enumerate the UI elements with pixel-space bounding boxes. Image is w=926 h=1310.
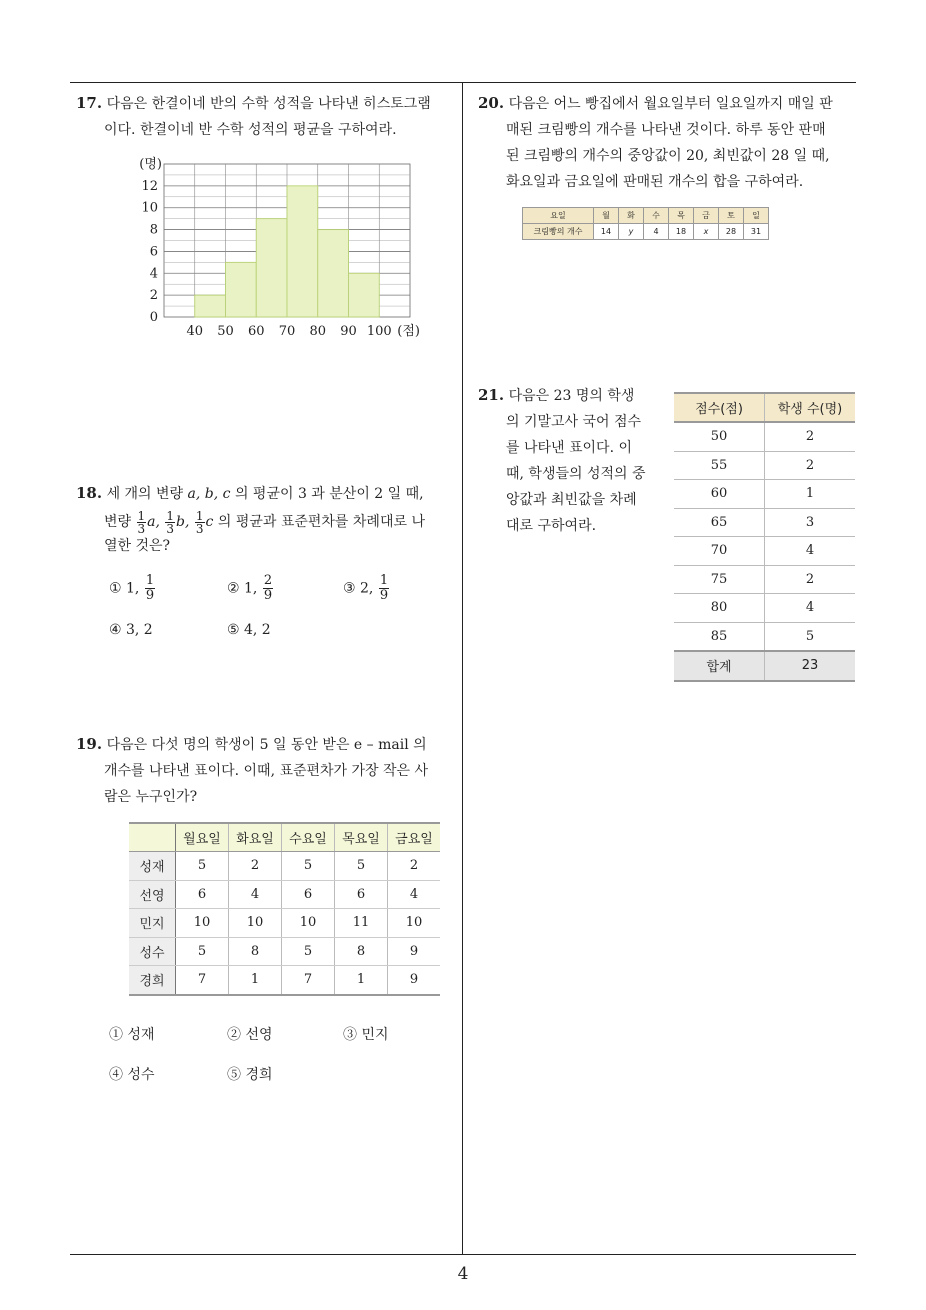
table-header: 월요일 — [176, 823, 229, 852]
table-header: 월 — [594, 208, 619, 224]
table-header-row — [523, 208, 769, 224]
table-header: 화요일 — [229, 823, 282, 852]
table-cell: 5 — [176, 937, 229, 966]
fraction: $\frac{1}{3}$ — [166, 508, 175, 536]
table-cell: 31 — [744, 224, 769, 240]
question-20 — [478, 90, 862, 195]
table-row — [129, 852, 440, 881]
table-cell: 4 — [644, 224, 669, 240]
count-cell: 2 — [765, 565, 856, 594]
table-cell: 6 — [282, 880, 335, 909]
table-cell: 10 — [282, 909, 335, 938]
table-header: 목요일 — [335, 823, 388, 852]
question-text-line: 의 기말고사 국어 점수 — [506, 414, 642, 430]
student-name: 경희 — [129, 966, 176, 995]
score-cell: 60 — [674, 480, 765, 509]
question-21 — [478, 382, 663, 539]
question-text-line: 개수를 나타낸 표이다. 이때, 표준편차가 가장 작은 사 — [104, 763, 429, 779]
histogram-bar — [256, 219, 287, 317]
table-row — [674, 508, 855, 537]
question-text: 의 평균과 표준편차를 차례대로 나 — [213, 514, 425, 530]
table-row — [674, 422, 855, 451]
table-cell: 7 — [282, 966, 335, 995]
question-text-line: 매된 크림빵의 개수를 나타낸 것이다. 하루 동안 판매 — [506, 122, 826, 138]
fraction: $\frac{1}{3}$ — [195, 508, 204, 536]
question-number: 17. — [76, 94, 103, 112]
table-cell: 9 — [388, 937, 441, 966]
email-count-table — [129, 822, 440, 996]
histogram-bar — [349, 273, 380, 317]
choice-1[interactable]: ① 성재 — [109, 1027, 155, 1043]
column-divider — [462, 82, 463, 1254]
page-number: 4 — [457, 1264, 469, 1284]
table-row — [674, 622, 855, 651]
table-cell: y — [619, 224, 644, 240]
table-cell: 4 — [388, 880, 441, 909]
question-number: 20. — [478, 94, 505, 112]
score-cell: 70 — [674, 537, 765, 566]
y-tick-label: 2 — [149, 288, 158, 304]
table-cell: 2 — [229, 852, 282, 881]
table-row — [129, 909, 440, 938]
student-name: 성수 — [129, 937, 176, 966]
total-value: 23 — [765, 651, 856, 681]
table-cell: 10 — [388, 909, 441, 938]
table-cell: x — [694, 224, 719, 240]
variable: c — [205, 514, 214, 530]
histogram-chart — [130, 150, 430, 345]
table-header: 토 — [719, 208, 744, 224]
question-text-line: 앙값과 최빈값을 차례 — [506, 492, 637, 508]
table-cell: 2 — [388, 852, 441, 881]
row-label: 크림빵의 개수 — [523, 224, 594, 240]
bottom-rule — [70, 1254, 856, 1255]
table-cell: 11 — [335, 909, 388, 938]
question-text-line: 를 나타낸 표이다. 이 — [506, 440, 632, 456]
question-text-line: 람은 누구인가? — [104, 789, 198, 805]
table-cell: 1 — [335, 966, 388, 995]
table-row — [129, 966, 440, 995]
count-cell: 3 — [765, 508, 856, 537]
choice-2[interactable]: ② 선영 — [227, 1027, 273, 1043]
question-text: 변량 — [104, 514, 136, 530]
question-text-line: 때, 학생들의 성적의 중 — [506, 466, 646, 482]
table-cell: 14 — [594, 224, 619, 240]
count-cell: 2 — [765, 422, 856, 451]
table-row — [523, 224, 769, 240]
variable: a, — [147, 514, 160, 530]
table-row — [674, 451, 855, 480]
x-tick-label: 80 — [309, 324, 327, 339]
table-header-row — [129, 823, 440, 852]
y-tick-label: 4 — [149, 266, 158, 282]
fraction: $\frac{1}{3}$ — [137, 508, 146, 536]
table-row — [129, 880, 440, 909]
question-text: 세 개의 변량 — [106, 486, 188, 502]
y-tick-label: 6 — [149, 244, 158, 260]
score-cell: 50 — [674, 422, 765, 451]
question-text-line: 열한 것은? — [104, 538, 171, 554]
student-name: 선영 — [129, 880, 176, 909]
x-axis-label: (점) — [397, 324, 420, 339]
table-row — [674, 565, 855, 594]
table-cell: 5 — [282, 852, 335, 881]
cream-bread-table — [522, 207, 769, 240]
x-tick-label: 60 — [247, 324, 265, 339]
count-cell: 1 — [765, 480, 856, 509]
question-text-line: 다음은 다섯 명의 학생이 5 일 동안 받은 e – mail 의 — [106, 737, 427, 753]
question-text-line: 화요일과 금요일에 판매된 개수의 합을 구하여라. — [506, 174, 804, 190]
table-cell: 18 — [669, 224, 694, 240]
score-cell: 55 — [674, 451, 765, 480]
table-header: 수요일 — [282, 823, 335, 852]
count-cell: 2 — [765, 451, 856, 480]
table-cell: 5 — [176, 852, 229, 881]
korean-score-table — [674, 392, 855, 682]
table-row — [674, 537, 855, 566]
choice-3[interactable]: ③ 민지 — [343, 1027, 389, 1043]
count-cell: 4 — [765, 537, 856, 566]
table-header: 수 — [644, 208, 669, 224]
question-17 — [76, 90, 461, 143]
count-cell: 5 — [765, 622, 856, 651]
table-header-row — [674, 393, 855, 422]
choice-5[interactable]: ⑤ 경희 — [227, 1067, 273, 1083]
question-18 — [76, 480, 461, 559]
table-cell: 6 — [335, 880, 388, 909]
x-tick-label: 70 — [278, 324, 296, 339]
question-text-line: 다음은 어느 빵집에서 월요일부터 일요일까지 매일 판 — [508, 96, 833, 112]
count-cell: 4 — [765, 594, 856, 623]
question-number: 18. — [76, 484, 103, 502]
table-header: 목 — [669, 208, 694, 224]
table-cell: 5 — [335, 852, 388, 881]
x-tick-label: 90 — [340, 324, 357, 339]
table-header: 학생 수(명) — [765, 393, 856, 422]
table-cell: 10 — [229, 909, 282, 938]
score-cell: 80 — [674, 594, 765, 623]
table-cell: 4 — [229, 880, 282, 909]
choice-5[interactable]: ⑤ 4, 2 — [227, 622, 271, 638]
x-tick-label: 100 — [366, 324, 392, 339]
question-number: 21. — [478, 386, 505, 404]
total-label: 합계 — [674, 651, 765, 681]
histogram-bar — [226, 262, 257, 317]
table-cell: 8 — [335, 937, 388, 966]
choice-2[interactable]: ② 1, $\frac{2}{9}$ — [227, 573, 273, 603]
variable: b, — [176, 514, 190, 530]
question-text-line: 이다. 한결이네 반 수학 성적의 평균을 구하여라. — [104, 122, 397, 138]
question-number: 19. — [76, 735, 103, 753]
score-cell: 65 — [674, 508, 765, 537]
y-tick-label: 0 — [149, 310, 158, 325]
score-cell: 75 — [674, 565, 765, 594]
table-header: 점수(점) — [674, 393, 765, 422]
histogram-bar — [318, 230, 349, 317]
table-header: 금 — [694, 208, 719, 224]
y-axis-label: (명) — [139, 157, 162, 172]
histogram-bar — [287, 186, 318, 317]
student-name: 성재 — [129, 852, 176, 881]
table-header: 일 — [744, 208, 769, 224]
table-cell: 8 — [229, 937, 282, 966]
table-row — [674, 480, 855, 509]
choice-4[interactable]: ④ 3, 2 — [109, 622, 153, 638]
choice-4[interactable]: ④ 성수 — [109, 1067, 155, 1083]
table-cell: 5 — [282, 937, 335, 966]
table-row — [129, 937, 440, 966]
choice-3[interactable]: ③ 2, $\frac{1}{9}$ — [343, 573, 389, 603]
y-tick-label: 10 — [141, 200, 158, 216]
table-cell: 6 — [176, 880, 229, 909]
y-tick-label: 8 — [149, 222, 158, 238]
histogram-bar — [195, 295, 226, 317]
table-cell: 9 — [388, 966, 441, 995]
table-cell: 28 — [719, 224, 744, 240]
table-row — [674, 594, 855, 623]
student-name: 민지 — [129, 909, 176, 938]
score-cell: 85 — [674, 622, 765, 651]
question-text-line: 된 크림빵의 개수의 중앙값이 20, 최빈값이 28 일 때, — [506, 148, 830, 164]
table-header: 요일 — [523, 208, 594, 224]
top-rule — [70, 82, 856, 83]
question-19 — [76, 731, 461, 810]
question-text-line: 다음은 한결이네 반의 수학 성적을 나타낸 히스토그램 — [106, 96, 431, 112]
total-row — [674, 651, 855, 681]
table-header: 화 — [619, 208, 644, 224]
question-text-line: 다음은 23 명의 학생 — [508, 388, 635, 404]
question-text: 의 평균이 3 과 분산이 2 일 때, — [230, 486, 424, 502]
table-corner — [129, 823, 176, 852]
table-cell: 10 — [176, 909, 229, 938]
y-tick-label: 12 — [141, 178, 158, 194]
variables: a, b, c — [187, 486, 231, 502]
x-tick-label: 50 — [217, 324, 234, 339]
x-tick-label: 40 — [186, 324, 204, 339]
table-header: 금요일 — [388, 823, 441, 852]
choice-1[interactable]: ① 1, $\frac{1}{9}$ — [109, 573, 155, 603]
table-cell: 7 — [176, 966, 229, 995]
table-cell: 1 — [229, 966, 282, 995]
question-text-line: 대로 구하여라. — [506, 518, 597, 534]
